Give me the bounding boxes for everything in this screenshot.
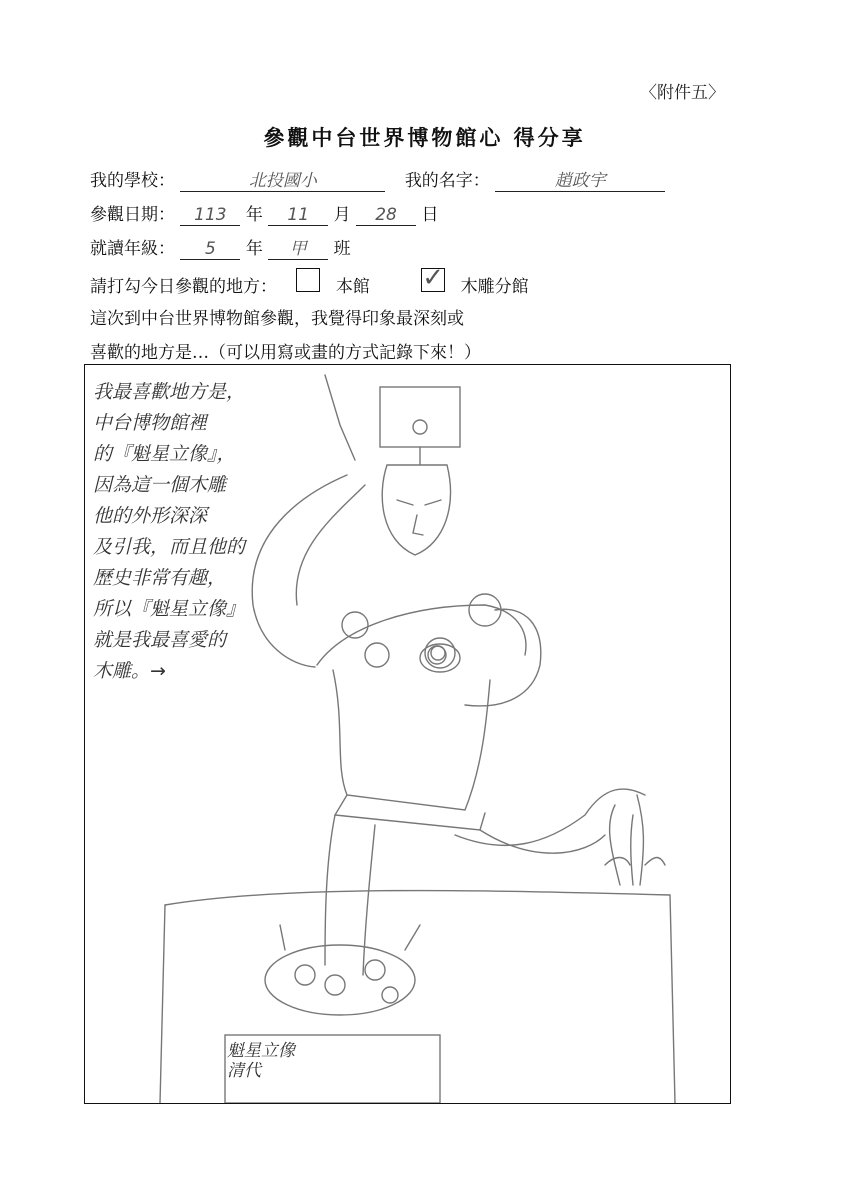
school-label: 我的學校： xyxy=(90,171,175,191)
name-field[interactable]: 趙政宇 xyxy=(495,166,665,192)
answer-line: 木雕。→ xyxy=(93,660,166,682)
answer-line: 歷史非常有趣， xyxy=(93,567,227,589)
wood-carving-label: 木雕分館 xyxy=(460,277,529,297)
day-field[interactable]: 28 xyxy=(356,205,416,226)
year-field[interactable]: 113 xyxy=(180,205,240,226)
school-name-row xyxy=(90,166,665,192)
main-hall-label: 本館 xyxy=(335,277,370,297)
main-hall-checkbox[interactable] xyxy=(296,268,320,292)
year-label: 年 xyxy=(245,205,263,225)
answer-line: 中台博物館裡 xyxy=(93,412,208,434)
location-prompt: 請打勾今日參觀的地方： xyxy=(90,277,277,297)
grade-row xyxy=(90,234,351,260)
handwritten-answer xyxy=(93,377,278,687)
month-field[interactable]: 11 xyxy=(268,205,328,226)
drawing-area[interactable] xyxy=(84,364,731,1104)
grade-label: 就讀年級： xyxy=(90,239,175,259)
month-label: 月 xyxy=(333,205,351,225)
visit-date-label: 參觀日期： xyxy=(90,205,175,225)
visit-date-row xyxy=(90,200,438,226)
caption-title: 魁星立像 xyxy=(227,1041,295,1061)
wood-carving-checkbox[interactable] xyxy=(421,263,445,293)
name-label: 我的名字： xyxy=(404,171,490,191)
question-line-2: 喜歡的地方是…（可以用寫或畫的方式記錄下來！） xyxy=(90,343,481,363)
answer-line: 就是我最喜愛的 xyxy=(93,629,227,651)
class-field[interactable]: 甲 xyxy=(268,234,328,260)
grade-field[interactable]: 5 xyxy=(180,239,240,260)
day-label: 日 xyxy=(421,205,439,225)
caption-period: 清代 xyxy=(227,1061,261,1081)
grade-year-label: 年 xyxy=(245,239,263,259)
school-field[interactable]: 北投國小 xyxy=(180,166,385,192)
statue-caption xyxy=(227,1041,295,1081)
class-label: 班 xyxy=(333,239,351,259)
question-line-1: 這次到中台世界博物館參觀，我覺得印象最深刻或 xyxy=(90,309,464,329)
location-row xyxy=(90,263,529,297)
answer-line: 我最喜歡地方是， xyxy=(93,381,246,403)
check-mark-icon: ✓ xyxy=(422,263,445,293)
attachment-label: 〈附件五〉 xyxy=(640,83,725,103)
answer-line: 他的外形深深 xyxy=(93,505,208,527)
page-title: 參觀中台世界博物館心 得分享 xyxy=(263,126,586,150)
answer-line: 因為這一個木雕 xyxy=(93,474,227,496)
answer-line: 及引我，而且他的 xyxy=(93,536,246,558)
answer-line: 所以『魁星立像』 xyxy=(93,598,246,620)
answer-line: 的『魁星立像』， xyxy=(93,443,236,465)
